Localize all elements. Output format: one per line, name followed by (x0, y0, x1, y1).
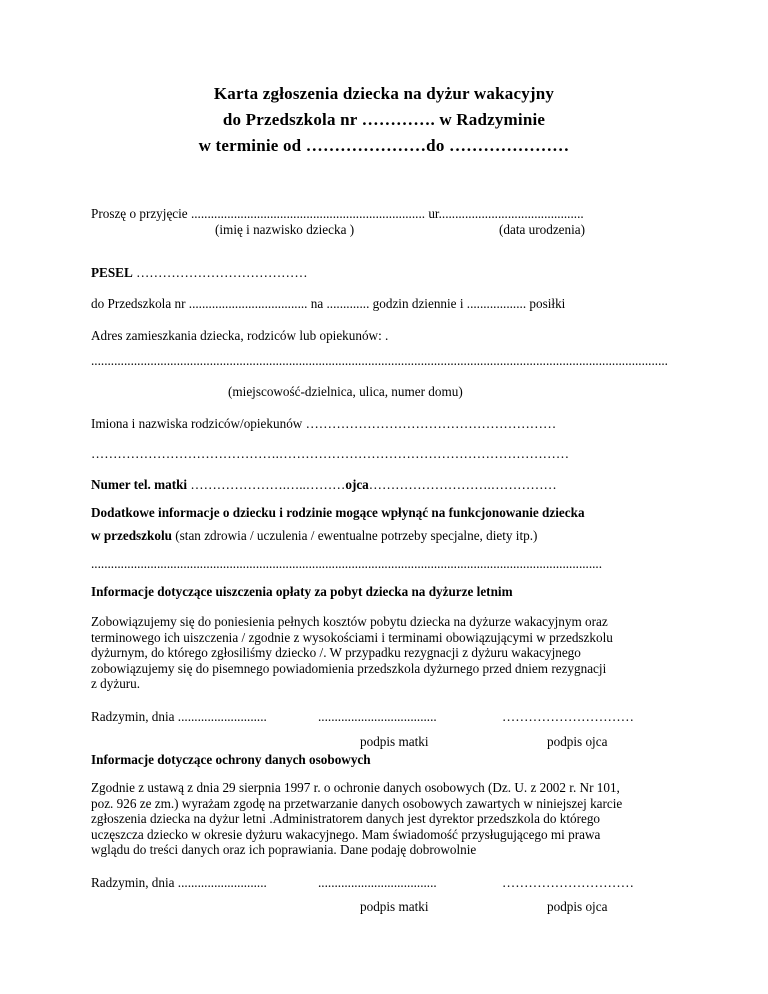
fee-line: z dyżuru. (91, 676, 141, 692)
fee-paragraph (91, 614, 691, 692)
address-dots: ............................................................................................................................................................................... (91, 353, 668, 368)
address-label: Adres zamieszkania dziecka, rodziców lub opiekunów: . (91, 328, 389, 343)
child-name-caption: (imię i nazwisko dziecka ) (215, 222, 355, 237)
privacy-line: zgłoszenia dziecka na dyżur letni .Administratorem danych jest dyrektor przedszkola do którego (91, 811, 601, 827)
privacy-line: uczęszcza dziecko w okresie dyżuru wakacyjnego. Mam świadomość przysługującego mi prawa (91, 826, 601, 842)
fee-line: dyżurnym, do którego zgłosiliśmy dziecko /. W przypadku rezygnacji z dyżuru wakacyjnego (91, 645, 581, 661)
privacy-heading: Informacje dotyczące ochrony danych osobowych (91, 752, 371, 767)
additional-info-heading: Dodatkowe informacje o dziecku i rodzinie mogące wpłynąć na funkcjonowanie dziecka (91, 505, 585, 520)
privacy-paragraph (91, 780, 701, 858)
document-title: Karta zgłoszenia dziecka na dyżur wakacyjny (213, 84, 555, 103)
mother-phone-label: Numer tel. matki (91, 477, 188, 492)
place-date-field: Radzymin, dnia ........................... (91, 709, 267, 724)
place-date-field: Radzymin, dnia ........................... (91, 875, 267, 890)
additional-info-details: (stan zdrowia / uczulenia / ewentualne potrzeby specjalne, diety itp.) (171, 528, 538, 543)
phones-line (91, 477, 557, 493)
mother-signature-caption: podpis matki (360, 899, 429, 914)
mother-signature-line: .................................... (318, 709, 437, 724)
father-signature-caption: podpis ojca (547, 734, 608, 749)
additional-info-dots: ........................................................................................................................................................... (91, 556, 603, 571)
fee-line: zobowiązujemy się do pisemnego powiadomienia przedszkola dyżurnego przed dniem rezygnacji (91, 660, 607, 676)
mother-signature-line: .................................... (318, 875, 437, 890)
father-phone-dots: ……………………….…………… (368, 477, 557, 492)
father-signature-line: ………………………… (502, 875, 634, 890)
kindergarten-line: do Przedszkola nr .................................... na ............. godzin dziennie i .................. posiłki (91, 296, 566, 311)
mother-signature-caption: podpis matki (360, 734, 429, 749)
privacy-line: poz. 926 ze zm.) wyrażam zgodę na przetwarzanie danych osobowych zawartych w niniejszej karcie (91, 795, 623, 811)
mother-phone-dots: ………………….…..……… (187, 477, 346, 492)
privacy-line: Zgodnie z ustawą z dnia 29 sierpnia 1997 r. o ochronie danych osobowych (Dz. U. z 2002 r. Nr 101, (91, 780, 620, 795)
pesel-line (91, 265, 308, 281)
document-subtitle: do Przedszkola nr …………. w Radzyminie (222, 110, 546, 129)
request-line: Proszę o przyjęcie ....................................................................... ur............................................ (91, 206, 584, 221)
document-term-line: w terminie od …………………do ………………… (198, 136, 570, 155)
father-phone-label: ojca (345, 477, 369, 492)
pesel-dots: ………………………………… (136, 265, 308, 280)
birth-date-caption: (data urodzenia) (499, 222, 586, 237)
father-signature-caption: podpis ojca (547, 899, 608, 914)
additional-info-line2 (91, 528, 537, 544)
fee-heading: Informacje dotyczące uiszczenia opłaty za pobyt dziecka na dyżurze letnim (91, 584, 513, 599)
fee-line: terminowego ich uiszczenia / zgodnie z wysokościami i terminami obowiązującymi w przedszkolu (91, 629, 613, 645)
privacy-line: wglądu do treści danych oraz ich poprawiania. Dane podaję dobrowolnie (91, 842, 477, 858)
additional-info-bold: w przedszkolu (91, 528, 172, 543)
address-caption: (miejscowość-dzielnica, ulica, numer domu) (228, 384, 463, 399)
pesel-label: PESEL (91, 265, 133, 280)
father-signature-line: ………………………… (502, 709, 634, 724)
parents-names-dots: …………………………………….………………………………………………………… (91, 446, 570, 461)
parents-names-line: Imiona i nazwiska rodziców/opiekunów ………………………………………………… (91, 416, 557, 431)
fee-line: Zobowiązujemy się do poniesienia pełnych kosztów pobytu dziecka na dyżurze wakacyjnym oraz (91, 614, 608, 629)
